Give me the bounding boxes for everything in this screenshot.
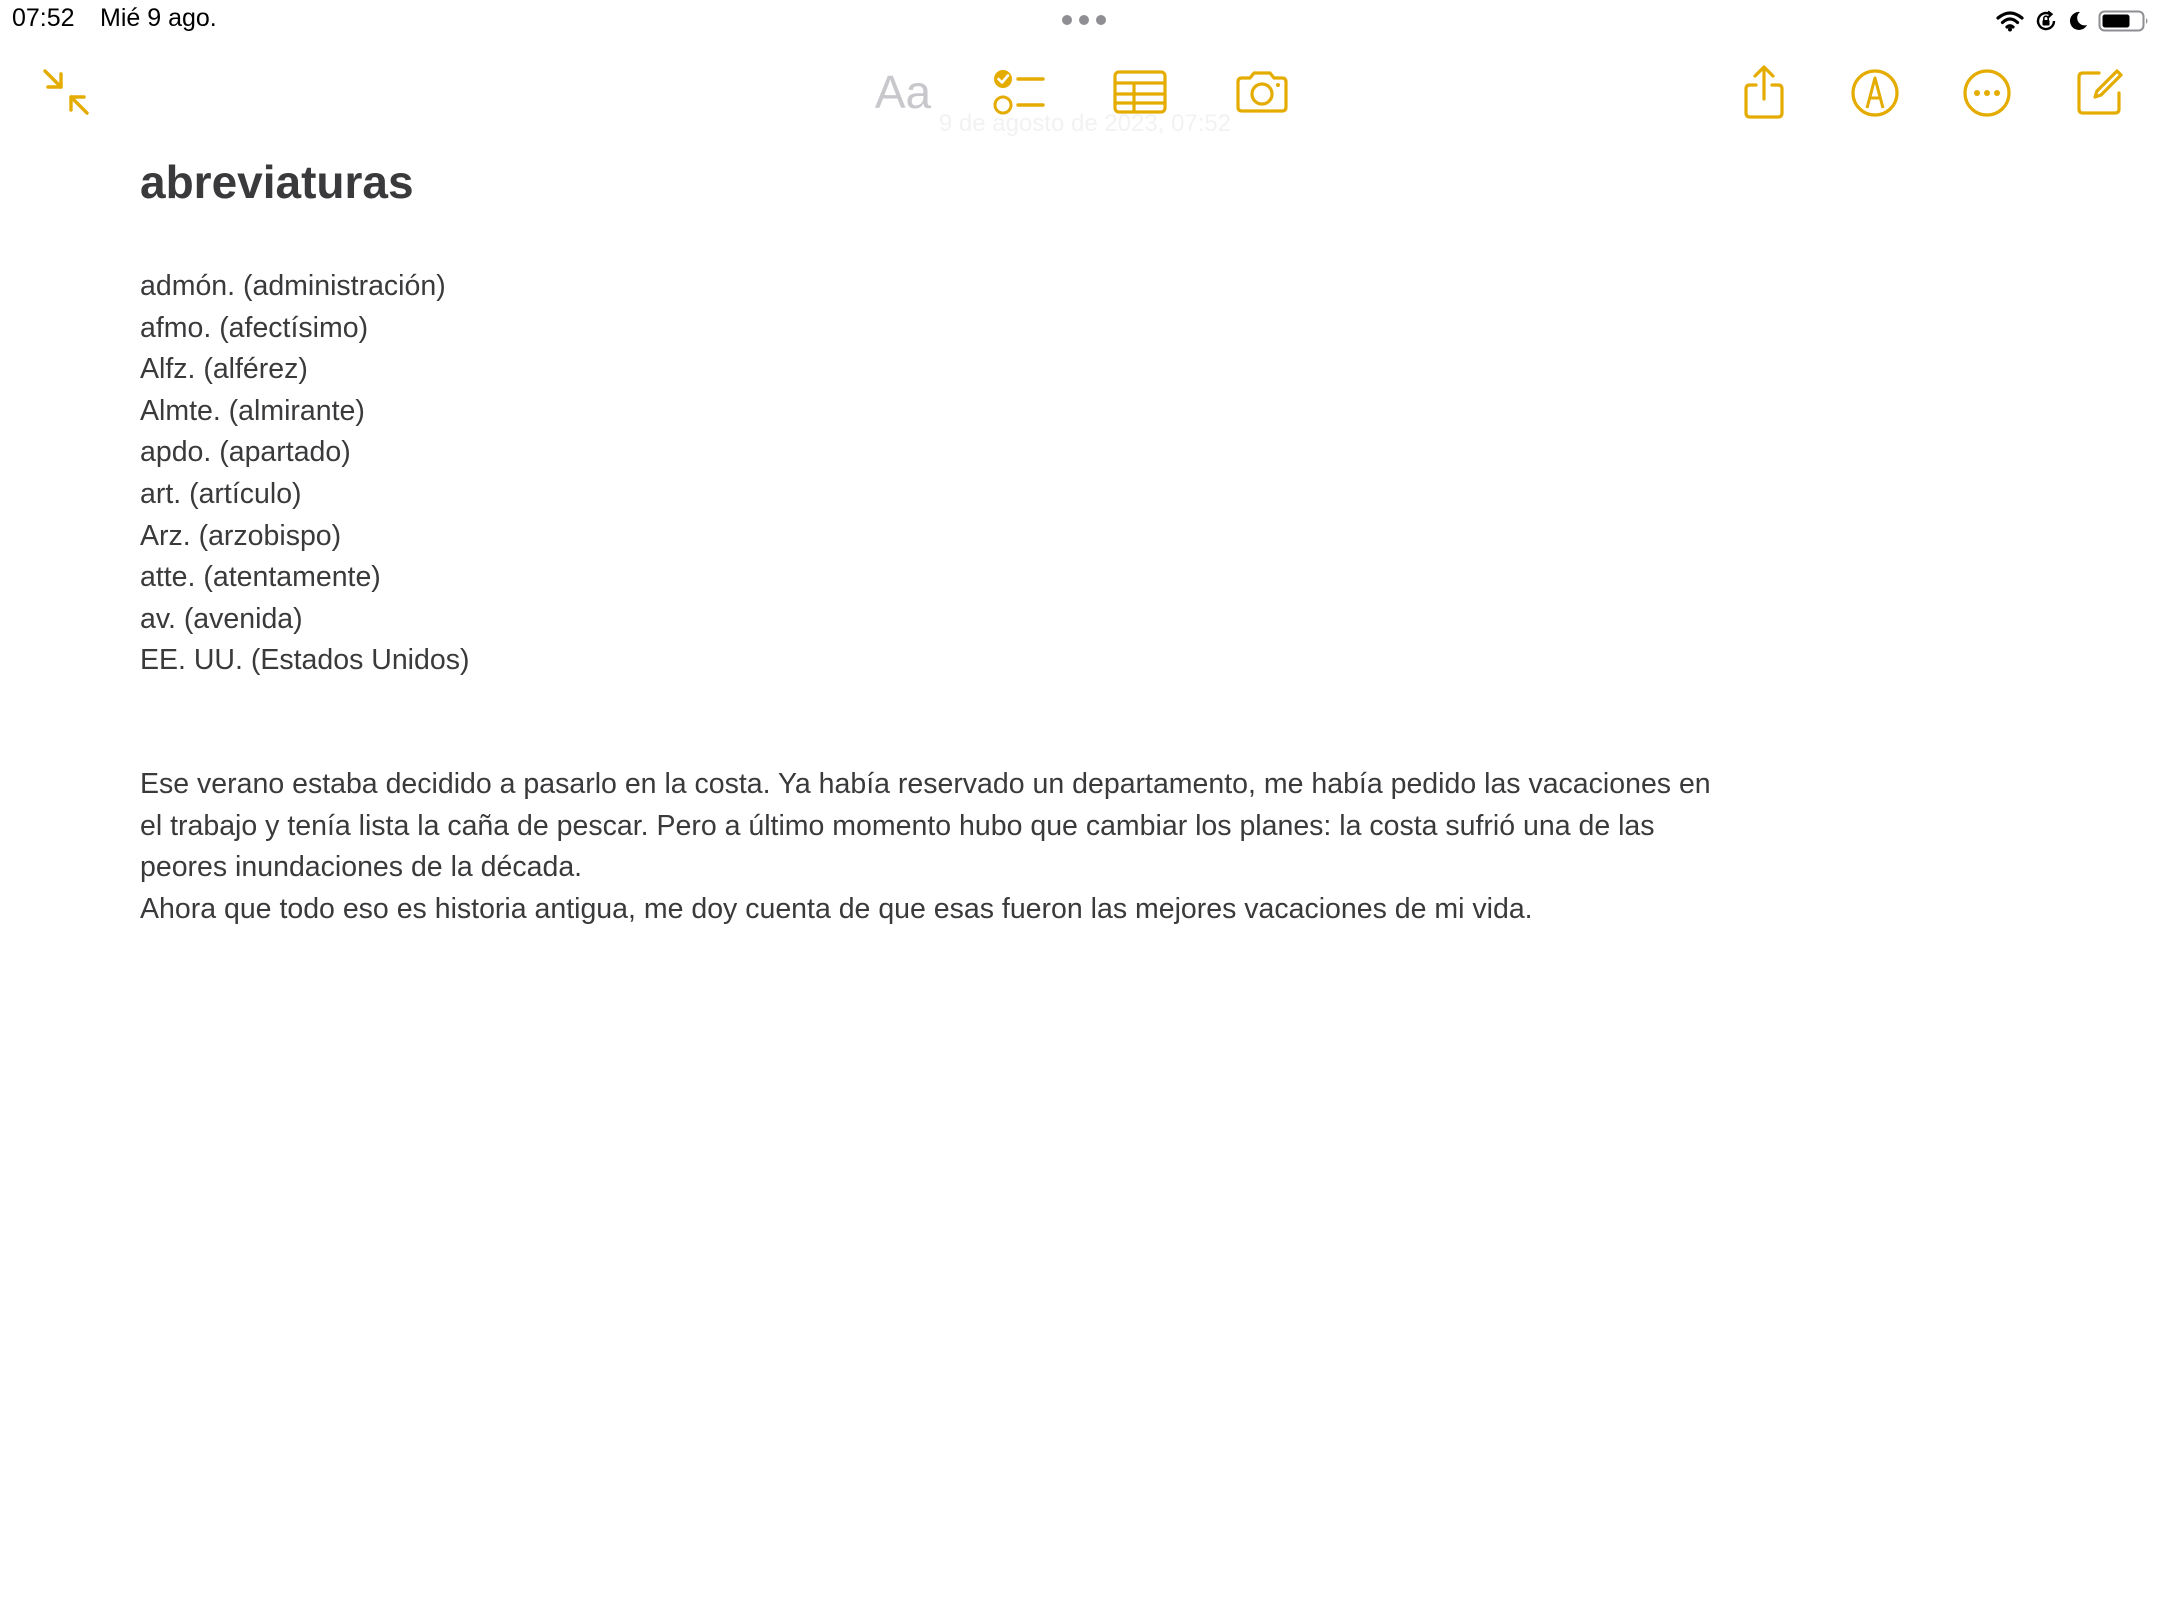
list-item[interactable]: afmo. (afectísimo) [140,311,369,344]
collapse-icon [41,67,91,117]
share-icon [1742,65,1786,119]
list-item[interactable]: apdo. (apartado) [140,436,351,469]
list-item[interactable]: Alfz. (alférez) [140,353,308,386]
camera-icon [1234,70,1290,114]
status-bar [0,0,2160,40]
battery-icon [2098,9,2150,33]
compose-button[interactable] [2070,62,2130,122]
compose-icon [2075,67,2125,117]
table-icon [1113,70,1167,114]
status-icons [1986,6,2150,36]
status-time: 07:52 [12,4,75,32]
more-button[interactable] [1956,62,2018,124]
note-title[interactable]: abreviaturas [140,156,414,208]
list-item[interactable]: Almte. (almirante) [140,394,365,427]
note-date-header: 9 de agosto de 2023, 07:52 [938,110,1232,137]
markup-icon [1850,68,1900,118]
list-item[interactable]: av. (avenida) [140,602,303,635]
note-paragraph-1[interactable]: Ese verano estaba decidido a pasarlo en la costa. Ya había reservado un departamento, me había pedido las vacaciones en el trabajo y tenía lista la caña de pescar. Pero a último momento hubo que cambiar los planes: la costa sufrió una de las peores inundaciones de la década. [140,768,1711,884]
orientation-lock-icon [2034,9,2058,33]
multitasking-dots-icon[interactable] [1062,14,1106,26]
share-button[interactable] [1734,62,1794,122]
collapse-button[interactable] [36,62,96,122]
wifi-icon [1996,10,2024,32]
list-item[interactable]: Arz. (arzobispo) [140,519,342,552]
more-icon [1962,68,2012,118]
list-item[interactable]: EE. UU. (Estados Unidos) [140,644,470,677]
markup-button[interactable] [1844,62,1906,124]
abbreviation-list [140,266,469,682]
note-paragraph-2[interactable]: Ahora que todo eso es historia antigua, me doy cuenta de que esas fueron las mejores vacaciones de mi vida. [140,893,1533,925]
list-item[interactable]: art. (artículo) [140,477,302,510]
status-date: Mié 9 ago. [100,4,217,32]
list-item[interactable]: atte. (atentamente) [140,561,381,594]
do-not-disturb-icon [2068,10,2088,32]
list-item[interactable]: admón. (administración) [140,270,446,302]
format-label: Aa [874,66,932,118]
